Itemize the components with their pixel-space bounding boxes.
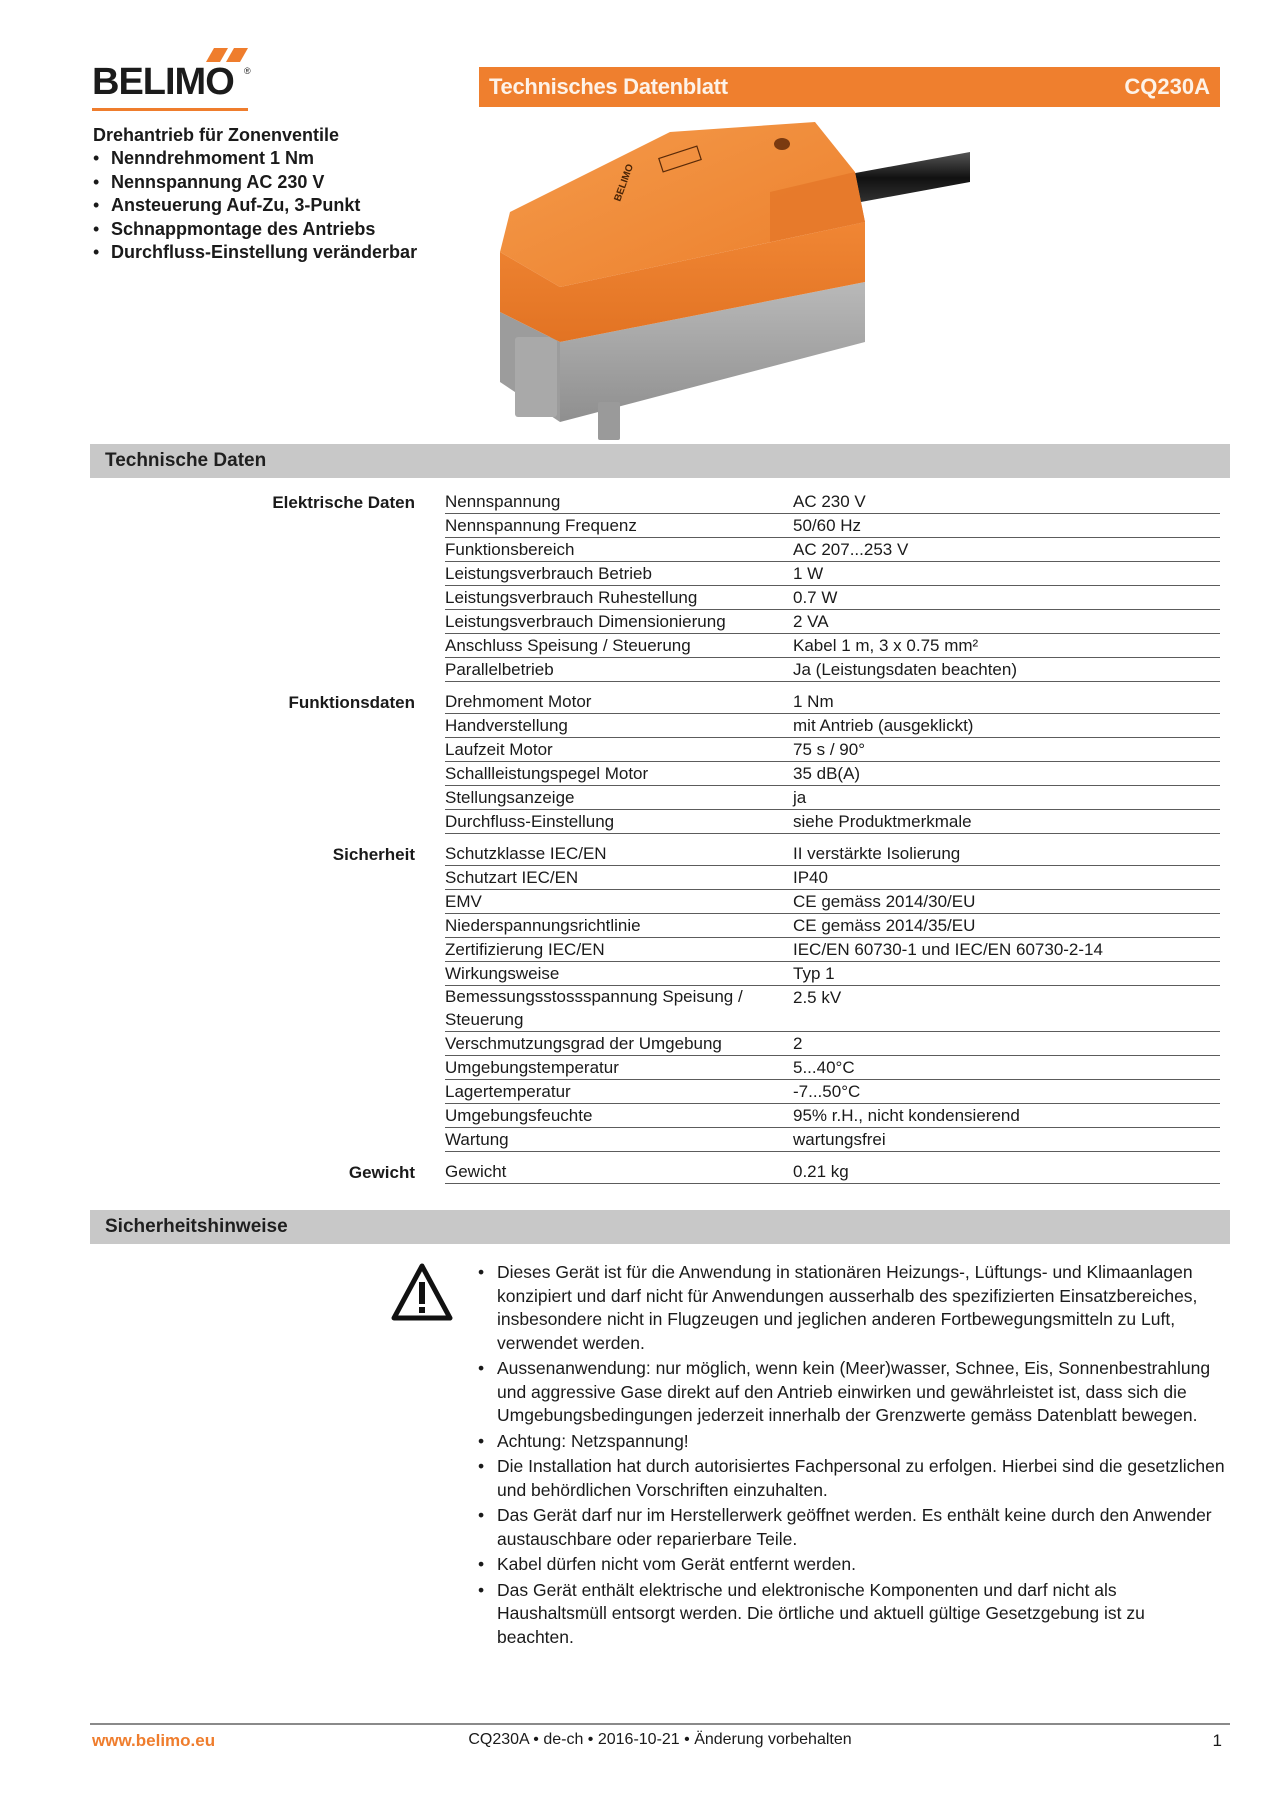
warning-triangle-icon: [390, 1262, 454, 1322]
page-number: 1: [1212, 1731, 1222, 1750]
feature-list: [93, 147, 493, 265]
safety-note: • Kabel dürfen nicht vom Gerät entfernt werden.: [478, 1554, 856, 1574]
logo-underline: [92, 108, 248, 111]
table-row: Durchfluss-Einstellung siehe Produktmerkmale: [445, 810, 1220, 834]
safety-note: • Aussenanwendung: nur möglich, wenn kein (Meer)wasser, Schnee, Eis, Sonnenbestrahlung und aggressive Gase direkt auf den Antrieb einwirken und gewährleistet ist, dass sich die Umgebungsbedingungen jederzeit innerhalb der Grenzwerte gemäss Datenblatt bewegen.: [478, 1358, 1211, 1425]
feature-item: • Schnappmontage des Antriebs: [93, 218, 376, 239]
table-row: Anschluss Speisung / Steuerung Kabel 1 m, 3 x 0.75 mm²: [445, 634, 1220, 658]
table-row: Nennspannung Frequenz 50/60 Hz: [445, 514, 1220, 538]
document-title: Technisches Datenblatt: [489, 74, 728, 99]
logo-text: BELIMO: [92, 61, 234, 103]
product-intro: [93, 124, 493, 265]
group-label: Gewicht: [348, 1163, 415, 1182]
table-row: Wartung wartungsfrei: [445, 1128, 1220, 1152]
safety-note: • Die Installation hat durch autorisiertes Fachpersonal zu erfolgen. Hierbei sind die gesetzlichen und behördlichen Vorschriften einzuhalten.: [478, 1456, 1225, 1500]
group-sicherheit: [90, 842, 1230, 1152]
table-row: Funktionsbereich AC 207...253 V: [445, 538, 1220, 562]
table-row: Drehmoment Motor 1 Nm: [445, 690, 1220, 714]
table-row: Schallleistungspegel Motor 35 dB(A): [445, 762, 1220, 786]
group-label: Sicherheit: [332, 845, 415, 864]
table-row: Handverstellung mit Antrieb (ausgeklickt): [445, 714, 1220, 738]
table-row: Nennspannung AC 230 V: [445, 490, 1220, 514]
footer-divider: [90, 1723, 1230, 1725]
safety-note: • Achtung: Netzspannung!: [478, 1430, 689, 1451]
group-gewicht: [90, 1160, 1230, 1185]
footer-website-link[interactable]: www.belimo.eu: [92, 1731, 216, 1750]
section-header-sicherheitshinweise: Sicherheitshinweise: [90, 1210, 1230, 1244]
table-row: Parallelbetrieb Ja (Leistungsdaten beachten): [445, 658, 1220, 682]
cable: [850, 152, 970, 204]
table-row: Bemessungsstossspannung Speisung / Steuerung 2.5 kV: [445, 986, 1220, 1032]
table-row: Laufzeit Motor 75 s / 90°: [445, 738, 1220, 762]
product-subtitle: Drehantrieb für Zonenventile: [93, 125, 340, 145]
group-elektrische-daten: [90, 490, 1230, 682]
feature-item: • Nennspannung AC 230 V: [93, 171, 325, 192]
table-row: Gewicht 0.21 kg: [445, 1160, 1220, 1184]
table-row: Umgebungsfeuchte 95% r.H., nicht kondensierend: [445, 1104, 1220, 1128]
safety-note: • Das Gerät darf nur im Herstellerwerk geöffnet werden. Es enthält keine durch den Anwender austauschbare oder reparierbare Teile.: [478, 1505, 1212, 1549]
belimo-logo: [92, 46, 254, 114]
logo-stripes-icon: [202, 48, 254, 62]
safety-notes-list: [476, 1261, 1226, 1651]
table-row: Umgebungstemperatur 5...40°C: [445, 1056, 1220, 1080]
group-label: Funktionsdaten: [288, 693, 415, 712]
footer-document-info: CQ230A • de-ch • 2016-10-21 • Änderung vorbehalten: [468, 1731, 852, 1748]
table-row: Wirkungsweise Typ 1: [445, 962, 1220, 986]
table-row: Niederspannungsrichtlinie CE gemäss 2014/35/EU: [445, 914, 1220, 938]
svg-text:BELIMO: BELIMO: [612, 162, 637, 204]
safety-note: • Dieses Gerät ist für die Anwendung in stationären Heizungs-, Lüftungs- und Klimaanlagen konzipiert und darf nicht für Anwendungen ausserhalb des spezifizierten Einsatzbereiches, insbesondere nicht in Flugzeugen und jeglichen anderen Fortbewegungsmitteln zu Luft, verwendet werden.: [478, 1262, 1198, 1353]
actuator-product-image: [470, 112, 1070, 442]
table-row: Leistungsverbrauch Betrieb 1 W: [445, 562, 1220, 586]
table-row: Leistungsverbrauch Ruhestellung 0.7 W: [445, 586, 1220, 610]
table-row: Zertifizierung IEC/EN IEC/EN 60730-1 und IEC/EN 60730-2-14: [445, 938, 1220, 962]
table-row: EMV CE gemäss 2014/30/EU: [445, 890, 1220, 914]
group-label: Elektrische Daten: [272, 493, 415, 512]
tech-data-table: [90, 490, 1230, 1193]
feature-item: • Nenndrehmoment 1 Nm: [93, 148, 315, 168]
feature-item: • Ansteuerung Auf-Zu, 3-Punkt: [93, 195, 361, 215]
section-header-technische-daten: Technische Daten: [90, 444, 1230, 478]
header-bar: [479, 67, 1220, 107]
registered-mark: ®: [244, 66, 251, 76]
table-row: Schutzklasse IEC/EN II verstärkte Isolierung: [445, 842, 1220, 866]
table-row: Leistungsverbrauch Dimensionierung 2 VA: [445, 610, 1220, 634]
table-row: Schutzart IEC/EN IP40: [445, 866, 1220, 890]
table-row: Stellungsanzeige ja: [445, 786, 1220, 810]
group-funktionsdaten: [90, 690, 1230, 834]
model-number: CQ230A: [1124, 74, 1210, 99]
table-row: Lagertemperatur -7...50°C: [445, 1080, 1220, 1104]
table-row: Verschmutzungsgrad der Umgebung 2: [445, 1032, 1220, 1056]
feature-item: • Durchfluss-Einstellung veränderbar: [93, 242, 418, 262]
safety-note: • Das Gerät enthält elektrische und elektronische Komponenten und darf nicht als Haushaltsmüll entsorgt werden. Die örtliche und aktuell gültige Gesetzgebung ist zu beachten.: [478, 1579, 1145, 1647]
